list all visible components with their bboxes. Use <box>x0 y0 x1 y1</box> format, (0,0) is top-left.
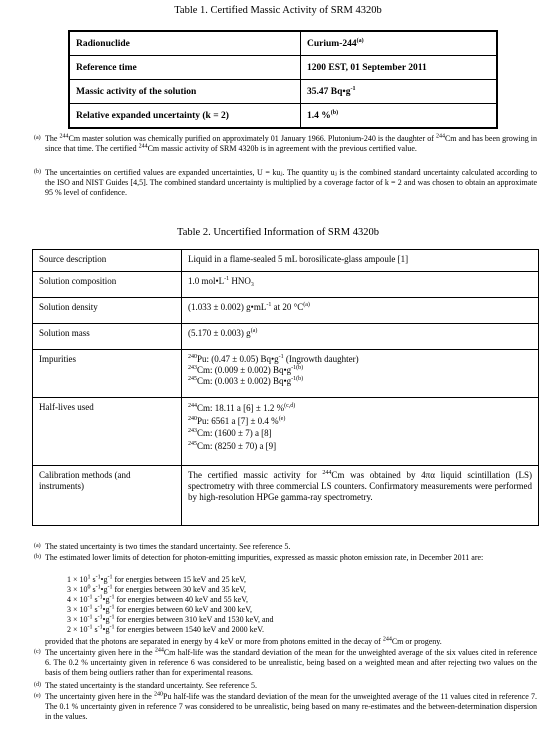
list-item: $3 \times 10^0$ $s^{-1}•g^{-1}$ for energies between 30 keV and 35 keV, <box>67 584 246 595</box>
table2-value: Liquid in a flame-sealed 5 mL borosilicate-glass ampoule [1] <box>182 250 539 272</box>
table2-label: Solution composition <box>33 272 182 298</box>
table2-row <box>33 298 539 324</box>
table2-label: Source description <box>33 250 182 272</box>
provided-note: provided that the photons are separated in energy by 4 keV or more from photons emitted in the decay of $^{244}$Cm or progeny. <box>45 636 442 646</box>
table2-label: Half-lives used <box>33 398 182 466</box>
table2-title: Table 2. Uncertified Information of SRM 4320b <box>177 227 379 238</box>
table2-value: (1.033 ± 0.002) $g•mL^{-1}$ at 20 $^\circ C^{(a)}$ <box>182 298 539 324</box>
table1-footnote-a: (a) The $^{244}$Cm master solution was chemically purified on approximately 01 January 1966. Plutonium-240 is the daughter of $^{244}$Cm and has been growing in since that time. The certified $^{244}$Cm massic activity of SRM 4320b is in agreement with the previous certified value. <box>34 133 538 153</box>
table1-label: Massic activity of the solution <box>69 80 301 104</box>
table2-value: $^{244}$Cm: 18.11 a [6] ± 1.2 %$^{(c,d)}$ $^{240}$Pu: 6561 a [7] ± 0.4 %$^{(e)}$ $^{243}$Cm: (1600 ± 7) a [8] $^{245}$Cm: (8250 ± 70) a [9] <box>182 398 539 466</box>
table1-row <box>69 80 497 104</box>
table2-row <box>33 398 539 466</box>
list-item: $4 \times 10^{-1}$ $s^{-1}•g^{-1}$ for energies between 40 keV and 55 keV, <box>67 594 248 605</box>
detection-limits-list <box>67 575 527 636</box>
table1 <box>68 30 498 129</box>
table2-label: Solution mass <box>33 324 182 350</box>
table2-row <box>33 466 539 526</box>
table2-label: Solution density <box>33 298 182 324</box>
table2-value: The certified massic activity for $^{244}$Cm was obtained by 4πα liquid scintillation (LS) spectrometry with three commercial LS counters. Confirmatory measurements were performed by high-resolution HPGe gamma-ray spectrometry. <box>182 466 539 526</box>
table1-value: 1200 EST, 01 September 2011 <box>301 56 498 80</box>
table1-row <box>69 31 497 56</box>
table1-label: Radionuclide <box>69 31 301 56</box>
table1-value: Curium-244$^{(a)}$ <box>301 31 498 56</box>
table1-footnote-b: (b) The uncertainties on certified values are expanded uncertainties, U = kuⱼ. The quantity uⱼ is the combined standard uncertainty calculated according to the ISO and NIST Guides [4,5]. The combined standard uncertainty is multiplied by a coverage factor of k = 2 and was chosen to obtain an approximate 95 % level of confidence. <box>34 168 537 197</box>
table2-label: Calibration methods (and instruments) <box>33 466 182 526</box>
table2-row <box>33 324 539 350</box>
table2-footnote-d: (d) The stated uncertainty is the standard uncertainty. See reference 5. <box>34 681 258 690</box>
table1-value: 35.47 $Bq•g^{-1}$ <box>301 80 498 104</box>
list-item: $1 \times 10^1$ $s^{-1}•g^{-1}$ for energies between 15 keV and 25 keV, <box>67 574 246 584</box>
table2-row <box>33 350 539 398</box>
table1-row <box>69 56 497 80</box>
table2-row <box>33 250 539 272</box>
table2-label: Impurities <box>33 350 182 398</box>
table2-row <box>33 272 539 298</box>
list-item: $3 \times 10^{-1}$ $s^{-1}•g^{-1}$ for energies between 60 keV and 300 keV, <box>67 604 252 615</box>
table2-footnote-c: (c) The uncertainty given here in the $^{244}$Cm half-life was the standard deviation of the mean for the unweighted average of the six values cited in reference 6. The 0.2 % uncertainty given in reference 6 was considered to be unrealistic, being based on a weighted mean and after rejecting two values on the basis of them being outliers rather than for experimental reasons. <box>34 647 537 677</box>
table1-row <box>69 104 497 129</box>
table1-label: Reference time <box>69 56 301 80</box>
table2-footnote-e: (e) The uncertainty given here in the $^{240}$Pu half-life was the standard deviation of the mean for the unweighted average of the 11 values cited in reference 7. The 0.1 % uncertainty given in reference 7 was considered to be unrealistic, being based on many re-estimates and the between-determination dispersion in the values. <box>34 691 537 721</box>
table1-title: Table 1. Certified Massic Activity of SRM 4320b <box>174 5 382 16</box>
table2-footnote-a: (a) The stated uncertainty is two times the standard uncertainty. See reference 5. <box>34 542 291 551</box>
table2-value: 1.0 $mol•L^{-1}$ HNO₃ <box>182 272 539 298</box>
table2 <box>32 249 539 526</box>
table2-footnote-b: (b) The estimated lower limits of detection for photon-emitting impurities, expressed as massic photon emission rate, in December 2011 are: <box>34 553 484 562</box>
list-item: $3 \times 10^{-1}$ $s^{-1}•g^{-1}$ for energies between 310 keV and 1530 keV, and <box>67 614 274 625</box>
list-item: $2 \times 10^{-1}$ $s^{-1}•g^{-1}$ for energies between 1540 keV and 2000 keV. <box>67 624 264 635</box>
table2-value: (5.170 ± 0.003) $g^{(a)}$ <box>182 324 539 350</box>
table1-value: 1.4 %$^{(b)}$ <box>301 104 498 129</box>
table2-value: $^{240}$Pu: (0.47 ± 0.05) $Bq•g^{-1}$ (Ingrowth daughter) $^{243}$Cm: (0.009 ± 0.002) $Bq•g^{-1(b)}$ $^{245}$Cm: (0.003 ± 0.002) $Bq•g^{-1(b)}$ <box>182 350 539 398</box>
table1-label: Relative expanded uncertainty (k = 2) <box>69 104 301 129</box>
